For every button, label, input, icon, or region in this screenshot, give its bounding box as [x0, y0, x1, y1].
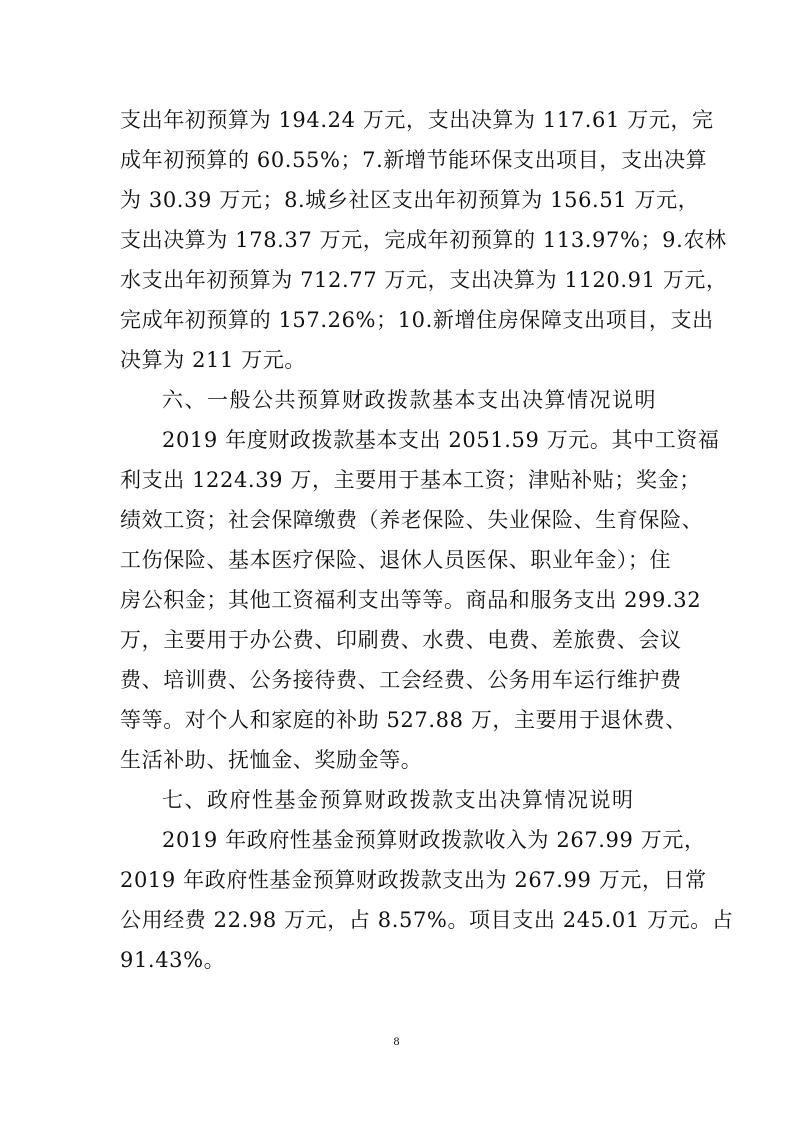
body-text-line: 决算为 211 万元。 [120, 348, 307, 372]
body-text-line: 房公积金；其他工资福利支出等等。商品和服务支出 299.32 [120, 588, 702, 612]
body-text-line: 2019 年政府性基金预算财政拨款支出为 267.99 万元，日常 [120, 868, 707, 892]
body-text-line: 费、培训费、公务接待费、工会经费、公务用车运行维护费 [120, 668, 682, 692]
section-heading-government-fund: 七、政府性基金预算财政拨款支出决算情况说明 [162, 788, 635, 812]
body-text-line: 2019 年政府性基金预算财政拨款收入为 267.99 万元， [162, 828, 706, 852]
body-text-line: 水支出年初预算为 712.77 万元，支出决算为 1120.91 万元， [120, 268, 728, 292]
page-number: 8 [393, 1034, 400, 1048]
body-text-line: 等等。对个人和家庭的补助 527.88 万，主要用于退休费、 [120, 708, 687, 732]
body-text-line: 工伤保险、基本医疗保险、退休人员医保、职业年金）；住 [120, 548, 672, 572]
body-text-line: 2019 年度财政拨款基本支出 2051.59 万元。其中工资福 [162, 428, 720, 452]
body-text-line: 利支出 1224.39 万，主要用于基本工资；津贴补贴；奖金； [120, 468, 701, 492]
body-text-line: 支出决算为 178.37 万元，完成年初预算的 113.97%；9.农林 [120, 228, 727, 252]
body-text-line: 成年初预算的 60.55%；7.新增节能环保支出项目，支出决算 [120, 148, 708, 172]
body-text-line: 绩效工资；社会保障缴费（养老保险、失业保险、生育保险、 [120, 508, 704, 532]
body-text-line: 公用经费 22.98 万元，占 8.57%。项目支出 245.01 万元。占 [120, 908, 734, 932]
body-text-line: 91.43%。 [120, 948, 226, 972]
section-heading-basic-expenditure: 六、一般公共预算财政拨款基本支出决算情况说明 [162, 388, 657, 412]
body-text-line: 完成年初预算的 157.26%；10.新增住房保障支出项目，支出 [120, 308, 714, 332]
body-text-line: 生活补助、抚恤金、奖励金等。 [120, 748, 423, 772]
body-text-line: 支出年初预算为 194.24 万元，支出决算为 117.61 万元，完 [120, 108, 714, 132]
body-text-line: 万，主要用于办公费、印刷费、水费、电费、差旅费、会议 [120, 628, 682, 652]
body-text-line: 为 30.39 万元；8.城乡社区支出年初预算为 156.51 万元， [120, 188, 700, 212]
